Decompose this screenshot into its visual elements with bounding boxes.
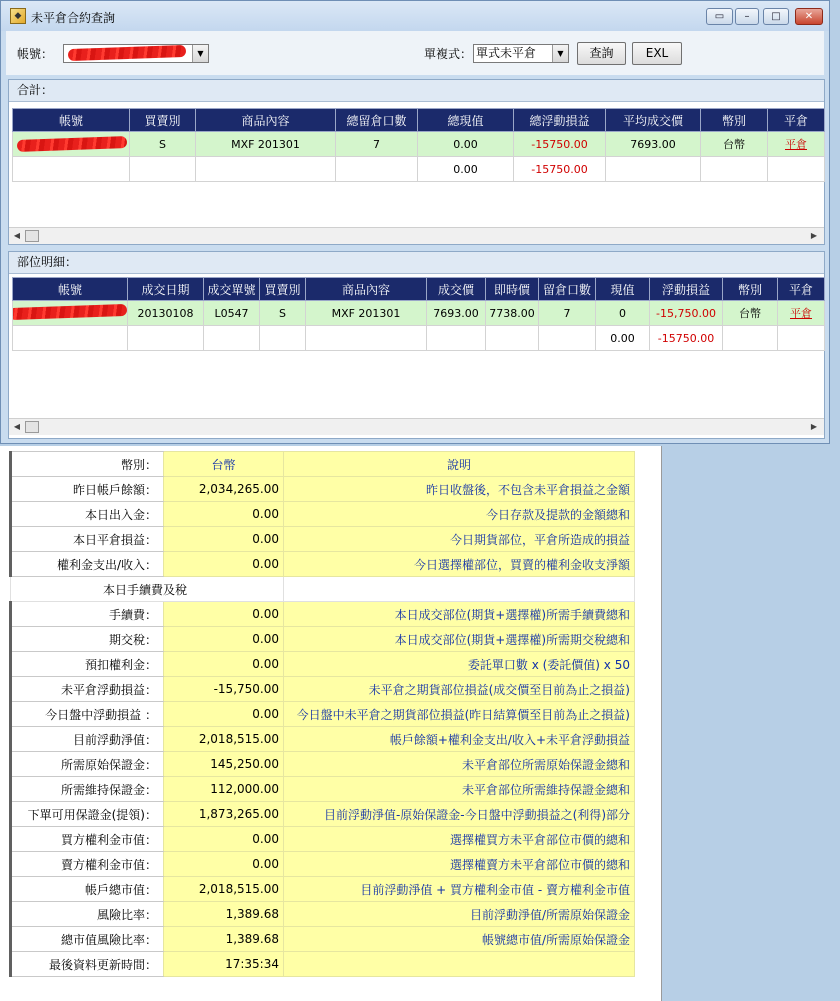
row-value: 0.00: [164, 552, 284, 577]
account-label: 帳號：: [17, 47, 54, 61]
currency-value: 台幣: [164, 452, 284, 477]
row-description: 委託單口數 x (委託價值) x 50: [284, 652, 635, 677]
row-value: 112,000.00: [164, 777, 284, 802]
account-summary-table: [9, 451, 635, 977]
minimize-button[interactable]: –: [735, 8, 759, 25]
account-row: [11, 777, 635, 802]
detail-table: [12, 277, 825, 351]
title-bar[interactable]: [1, 1, 829, 31]
account-header-row: [11, 452, 635, 477]
account-row: [11, 602, 635, 627]
chevron-down-icon[interactable]: ▼: [552, 45, 568, 62]
row-description: 未平倉之期貨部位損益(成交價至目前為止之損益): [284, 677, 635, 702]
account-row: [11, 752, 635, 777]
pnl-cell: -15750.00: [650, 326, 723, 351]
row-label: 風險比率：: [11, 902, 164, 927]
currency-cell: [723, 326, 778, 351]
window-title: 未平倉合約查詢: [31, 11, 116, 25]
account-row: [11, 502, 635, 527]
row-label: 期交稅：: [11, 627, 164, 652]
row-description: [284, 577, 635, 602]
row-value: -15,750.00: [164, 677, 284, 702]
account-row: [11, 802, 635, 827]
row-label: 本日平倉損益：: [11, 527, 164, 552]
value-cell: 0.00: [596, 326, 650, 351]
column-header[interactable]: 買賣別: [130, 109, 196, 132]
column-header[interactable]: 即時價: [486, 278, 539, 301]
detail-section: [8, 251, 825, 439]
row-description: [284, 952, 635, 977]
value-cell: 0: [596, 301, 650, 326]
close-position-cell: [778, 326, 825, 351]
row-description: 未平倉部位所需原始保證金總和: [284, 752, 635, 777]
last-price-cell: 7738.00: [486, 301, 539, 326]
row-label: 買方權利金市值：: [11, 827, 164, 852]
product-cell: MXF 201301: [306, 301, 427, 326]
row-value: 0.00: [164, 627, 284, 652]
table-header-row: [13, 278, 825, 301]
row-description: 選擇權賣方未平倉部位市價的總和: [284, 852, 635, 877]
close-position-cell: [768, 157, 825, 182]
redacted-account: [13, 304, 128, 320]
app-icon: ◆: [10, 8, 26, 24]
value-cell: 0.00: [418, 132, 514, 157]
scroll-right-icon[interactable]: ▶: [810, 231, 818, 240]
row-description: 目前浮動淨值 + 買方權利金市值 - 賣方權利金市值: [284, 877, 635, 902]
row-description: 選擇權買方未平倉部位市價的總和: [284, 827, 635, 852]
row-value: 0.00: [164, 527, 284, 552]
row-value: 0.00: [164, 702, 284, 727]
side-cell: [130, 157, 196, 182]
row-label: 最後資料更新時間：: [11, 952, 164, 977]
column-header[interactable]: 現值: [596, 278, 650, 301]
account-summary-panel: [0, 446, 662, 1001]
scroll-thumb[interactable]: [25, 421, 39, 433]
currency-label: 幣別：: [11, 452, 164, 477]
lots-cell: [336, 157, 418, 182]
order-no-cell: L0547: [204, 301, 260, 326]
account-row: [11, 527, 635, 552]
chevron-down-icon[interactable]: ▼: [192, 45, 208, 62]
column-header[interactable]: 成交價: [427, 278, 486, 301]
row-label: 今日盤中浮動損益 ：: [11, 702, 164, 727]
lots-cell: 7: [336, 132, 418, 157]
row-description: 帳戶餘額+權利金支出/收入+未平倉浮動損益: [284, 727, 635, 752]
row-description: 本日成交部位(期貨+選擇權)所需期交稅總和: [284, 627, 635, 652]
column-header[interactable]: 留倉口數: [539, 278, 596, 301]
row-description: 今日存款及提款的金額總和: [284, 502, 635, 527]
row-value: 17:35:34: [164, 952, 284, 977]
account-row: [11, 552, 635, 577]
mode-label: 單複式：: [424, 47, 473, 61]
row-label: 下單可用保證金(提領)：: [11, 802, 164, 827]
summary-table: [12, 108, 825, 182]
row-description: 昨日收盤後，不包含未平倉損益之金額: [284, 477, 635, 502]
close-button[interactable]: ✕: [795, 8, 823, 25]
account-cell: [13, 157, 130, 182]
row-value: 145,250.00: [164, 752, 284, 777]
account-row: [11, 852, 635, 877]
avg-price-cell: [606, 157, 701, 182]
account-row: [11, 727, 635, 752]
horizontal-scrollbar[interactable]: [9, 227, 824, 244]
row-label: 手續費：: [11, 602, 164, 627]
value-cell: 0.00: [418, 157, 514, 182]
table-row[interactable]: [13, 326, 825, 351]
pnl-cell: -15750.00: [514, 132, 606, 157]
currency-cell: 台幣: [723, 301, 778, 326]
account-cell: [13, 301, 128, 326]
pnl-cell: -15750.00: [514, 157, 606, 182]
side-cell: S: [130, 132, 196, 157]
redacted-account: [68, 45, 186, 61]
row-value: 1,873,265.00: [164, 802, 284, 827]
column-header[interactable]: 帳號: [13, 278, 128, 301]
account-row: [11, 902, 635, 927]
scroll-left-icon[interactable]: ◀: [13, 422, 21, 431]
row-label: 預扣權利金：: [11, 652, 164, 677]
pnl-cell: -15,750.00: [650, 301, 723, 326]
row-label: 昨日帳戶餘額：: [11, 477, 164, 502]
account-row: [11, 702, 635, 727]
order-no-cell: [204, 326, 260, 351]
lots-cell: [539, 326, 596, 351]
column-header[interactable]: 幣別: [701, 109, 768, 132]
avg-price-cell: 7693.00: [606, 132, 701, 157]
mode-select[interactable]: [473, 44, 569, 63]
query-button[interactable]: 查詢: [577, 42, 626, 65]
table-row[interactable]: [13, 132, 825, 157]
column-header[interactable]: 成交日期: [128, 278, 204, 301]
row-description: 本日成交部位(期貨+選擇權)所需手續費總和: [284, 602, 635, 627]
detail-heading: 部位明細：: [9, 252, 824, 274]
row-value: 1,389.68: [164, 902, 284, 927]
account-row: [11, 827, 635, 852]
restore-window-icon[interactable]: ▭: [706, 8, 733, 25]
account-cell: [13, 132, 130, 157]
side-cell: [260, 326, 306, 351]
row-value: 2,018,515.00: [164, 877, 284, 902]
column-header[interactable]: 商品內容: [306, 278, 427, 301]
toolbar: [6, 31, 824, 75]
row-value: 0.00: [164, 827, 284, 852]
account-row: [11, 477, 635, 502]
column-header[interactable]: 商品內容: [196, 109, 336, 132]
account-row: [11, 952, 635, 977]
row-value: 0.00: [164, 852, 284, 877]
account-cell: [13, 326, 128, 351]
row-description: 目前浮動淨值/所需原始保證金: [284, 902, 635, 927]
row-value: 2,034,265.00: [164, 477, 284, 502]
row-description: 未平倉部位所需維持保證金總和: [284, 777, 635, 802]
scroll-right-icon[interactable]: ▶: [810, 422, 818, 431]
row-label: 賣方權利金市值：: [11, 852, 164, 877]
column-header[interactable]: 平倉: [778, 278, 825, 301]
account-select[interactable]: [63, 44, 209, 63]
table-row[interactable]: [13, 157, 825, 182]
row-value: 0.00: [164, 652, 284, 677]
redacted-account: [17, 136, 127, 152]
column-header[interactable]: 浮動損益: [650, 278, 723, 301]
export-excel-button[interactable]: EXL: [632, 42, 682, 65]
close-position-link[interactable]: 平倉: [790, 307, 812, 320]
product-cell: MXF 201301: [196, 132, 336, 157]
query-window: [0, 0, 830, 444]
side-cell: S: [260, 301, 306, 326]
row-label: 未平倉浮動損益：: [11, 677, 164, 702]
fees-subheading: 本日手續費及稅: [11, 577, 284, 602]
description-header: 說明: [284, 452, 635, 477]
column-header[interactable]: 總浮動損益: [514, 109, 606, 132]
row-value: 1,389.68: [164, 927, 284, 952]
summary-heading: 合計：: [9, 80, 824, 102]
row-description: 目前浮動淨值-原始保證金-今日盤中浮動損益之(利得)部分: [284, 802, 635, 827]
account-row: [11, 677, 635, 702]
last-price-cell: [486, 326, 539, 351]
row-label: 權利金支出/收入：: [11, 552, 164, 577]
lots-cell: 7: [539, 301, 596, 326]
product-cell: [306, 326, 427, 351]
close-position-link[interactable]: 平倉: [785, 138, 807, 151]
account-row: [11, 627, 635, 652]
row-description: 今日期貨部位，平倉所造成的損益: [284, 527, 635, 552]
table-header-row: [13, 109, 825, 132]
fees-subheading-row: [11, 577, 635, 602]
row-label: 本日出入金：: [11, 502, 164, 527]
row-description: 今日盤中未平倉之期貨部位損益(昨日結算價至目前為止之損益): [284, 702, 635, 727]
trade-date-cell: [128, 326, 204, 351]
summary-section: [8, 79, 825, 245]
horizontal-scrollbar[interactable]: [9, 418, 824, 435]
account-row: [11, 652, 635, 677]
row-label: 帳戶總市值：: [11, 877, 164, 902]
row-value: 0.00: [164, 502, 284, 527]
account-row: [11, 877, 635, 902]
currency-cell: 台幣: [701, 132, 768, 157]
trade-price-cell: 7693.00: [427, 301, 486, 326]
row-value: 2,018,515.00: [164, 727, 284, 752]
account-row: [11, 927, 635, 952]
row-label: 總市值風險比率：: [11, 927, 164, 952]
scroll-thumb[interactable]: [25, 230, 39, 242]
column-header[interactable]: 平倉: [768, 109, 825, 132]
mode-select-value: 單式未平倉: [476, 46, 537, 60]
product-cell: [196, 157, 336, 182]
column-header[interactable]: 成交單號: [204, 278, 260, 301]
column-header[interactable]: 總現值: [418, 109, 514, 132]
table-row[interactable]: [13, 301, 825, 326]
close-position-cell: [768, 132, 825, 157]
trade-date-cell: 20130108: [128, 301, 204, 326]
row-description: 帳號總市值/所需原始保證金: [284, 927, 635, 952]
column-header[interactable]: 帳號: [13, 109, 130, 132]
close-position-cell: [778, 301, 825, 326]
row-description: 今日選擇權部位，買賣的權利金收支淨額: [284, 552, 635, 577]
column-header[interactable]: 總留倉口數: [336, 109, 418, 132]
row-label: 所需維持保證金：: [11, 777, 164, 802]
maximize-button[interactable]: □: [763, 8, 789, 25]
scroll-left-icon[interactable]: ◀: [13, 231, 21, 240]
row-label: 所需原始保證金：: [11, 752, 164, 777]
column-header[interactable]: 幣別: [723, 278, 778, 301]
row-value: 0.00: [164, 602, 284, 627]
row-label: 目前浮動淨值：: [11, 727, 164, 752]
column-header[interactable]: 買賣別: [260, 278, 306, 301]
currency-cell: [701, 157, 768, 182]
column-header[interactable]: 平均成交價: [606, 109, 701, 132]
trade-price-cell: [427, 326, 486, 351]
